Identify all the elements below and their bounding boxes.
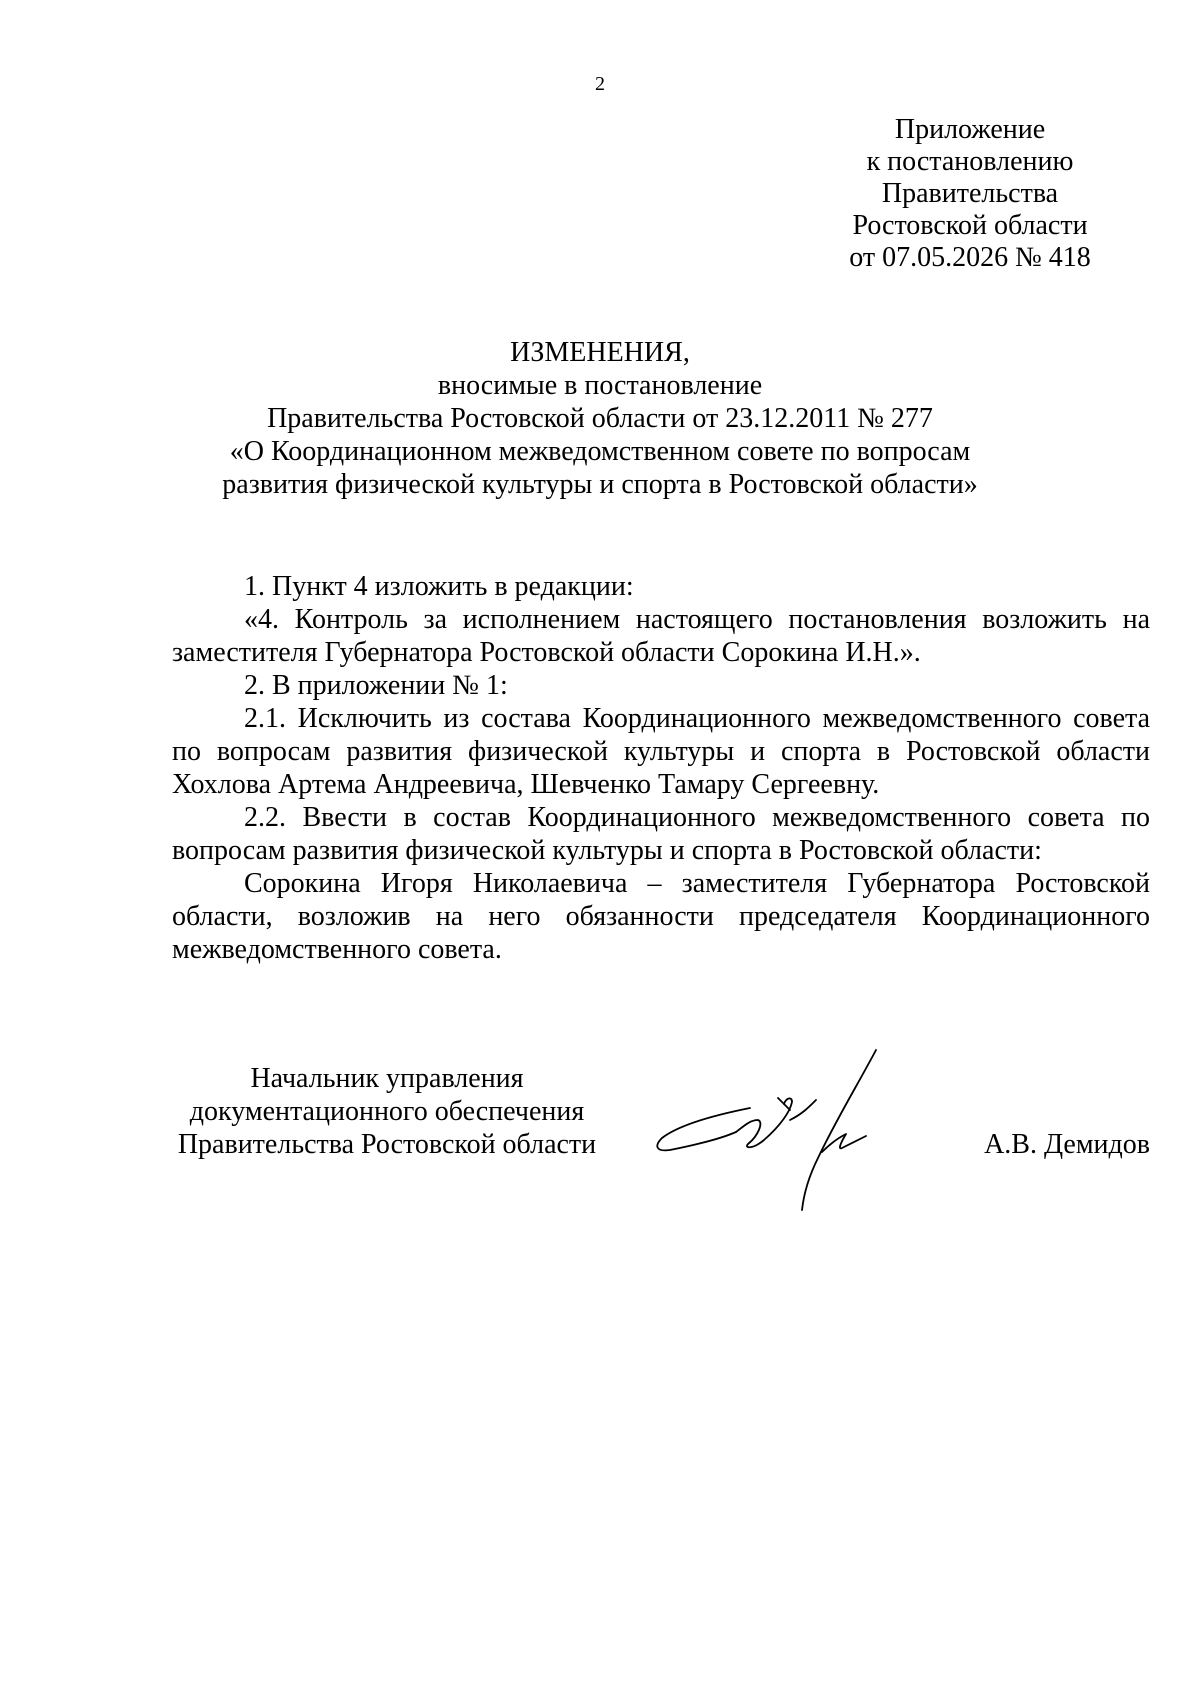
- body-paragraph: 2. В приложении № 1:: [244, 670, 508, 701]
- handwritten-signature: [640, 1040, 940, 1220]
- appendix-line: к постановлению: [866, 146, 1074, 177]
- body-paragraph: Сорокина Игоря Николаевича – заместителя Губернатора Ростовской области, возложив на него обязанности председателя Координационного межведомственного совета.: [172, 868, 1150, 965]
- title-line: Правительства Ростовской области от 23.12.2011 № 277: [267, 403, 933, 434]
- appendix-line: Приложение: [894, 114, 1046, 145]
- appendix-line: Правительства: [881, 178, 1059, 209]
- signatory-position: [172, 1062, 602, 1161]
- title-line: «О Координационном межведомственном совете по вопросам: [229, 436, 971, 467]
- appendix-header: [820, 114, 1120, 274]
- document-title: [0, 336, 1200, 501]
- document-body: [172, 570, 1150, 966]
- title-heading: ИЗМЕНЕНИЯ,: [510, 337, 690, 368]
- signatory-position-line: Правительства Ростовской области: [177, 1129, 597, 1160]
- signatory-position-line: документационного обеспечения: [189, 1096, 585, 1127]
- page-number: 2: [595, 73, 605, 95]
- body-paragraph: 1. Пункт 4 изложить в редакции:: [244, 571, 634, 602]
- body-paragraph: «4. Контроль за исполнением настоящего постановления возложить на заместителя Губернатора Ростовской области Сорокина И.Н.».: [172, 604, 1150, 668]
- signatory-name: А.В. Демидов: [984, 1129, 1150, 1160]
- title-line: вносимые в постановление: [437, 370, 763, 401]
- appendix-line: от 07.05.2026 № 418: [849, 242, 1091, 273]
- appendix-line: Ростовской области: [852, 210, 1088, 241]
- signatory-position-line: Начальник управления: [250, 1063, 524, 1094]
- title-line: развития физической культуры и спорта в Ростовской области»: [222, 469, 978, 500]
- body-paragraph: 2.1. Исключить из состава Координационного межведомственного совета по вопросам развития физической культуры и спорта в Ростовской области Хохлова Артема Андреевича, Шевченко Тамару Сергеевну.: [172, 703, 1150, 800]
- body-paragraph: 2.2. Ввести в состав Координационного межведомственного совета по вопросам развития физической культуры и спорта в Ростовской области:: [172, 802, 1150, 866]
